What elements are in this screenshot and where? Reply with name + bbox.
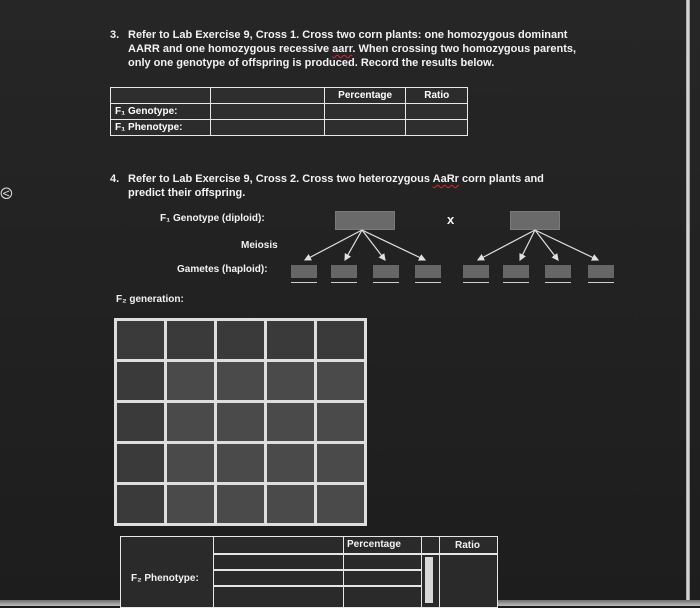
punnett-cell[interactable] (217, 362, 264, 400)
column-percentage: Percentage (347, 539, 401, 550)
punnett-cell[interactable] (267, 485, 314, 523)
f2-generation-label: F₂ generation: (116, 294, 184, 305)
f2-results-table (120, 536, 498, 608)
gamete-underline (463, 282, 489, 283)
gamete-box[interactable] (503, 265, 529, 278)
gamete-underline (503, 282, 529, 283)
punnett-cell[interactable] (167, 485, 214, 523)
question-3-line-1: Refer to Lab Exercise 9, Cross 1. Cross two corn plants: one homozygous dominant (128, 29, 568, 41)
gamete-underline (588, 282, 614, 283)
table-row-line (213, 553, 497, 555)
question-4-number: 4. (110, 173, 120, 185)
punnett-cell[interactable] (217, 403, 264, 441)
question-4-line-1c: corn plants and (458, 173, 544, 185)
question-3-line-2a: AARR and one homozygous recessive (128, 43, 333, 55)
gamete-box[interactable] (291, 265, 317, 278)
punnett-header-cell[interactable] (217, 321, 264, 359)
table-row-line (213, 569, 421, 571)
meiosis-label: Meiosis (241, 240, 278, 251)
question-3-line-2c: . When crossing two homozygous parents, (352, 43, 577, 55)
genotype-aarr-hetero: AaRr (432, 173, 459, 185)
cross-symbol: x (447, 212, 455, 227)
gamete-box[interactable] (545, 265, 571, 278)
punnett-header-cell[interactable] (117, 403, 164, 441)
pointer-icon: ⧀ (0, 186, 13, 203)
column-ratio: Ratio (406, 88, 468, 104)
text-cursor-bar (425, 557, 433, 603)
punnett-square (114, 318, 367, 526)
table-divider (213, 537, 214, 607)
column-ratio: Ratio (455, 540, 480, 551)
punnett-cell[interactable] (317, 403, 364, 441)
punnett-cell[interactable] (267, 444, 314, 482)
row-f1-phenotype: F₁ Phenotype: (111, 120, 211, 136)
punnett-cell[interactable] (167, 362, 214, 400)
table-divider (343, 537, 344, 607)
punnett-cell[interactable] (267, 403, 314, 441)
gamete-underline (291, 282, 317, 283)
punnett-header-cell[interactable] (117, 444, 164, 482)
f1-genotype-diploid-label: F₁ Genotype (diploid): (160, 213, 265, 224)
gamete-box[interactable] (415, 265, 441, 278)
table-divider (439, 537, 440, 607)
punnett-header-cell[interactable] (267, 321, 314, 359)
gamete-box[interactable] (373, 265, 399, 278)
punnett-cell[interactable] (167, 444, 214, 482)
gamete-underline (545, 282, 571, 283)
punnett-header-cell[interactable] (117, 485, 164, 523)
punnett-cell[interactable] (267, 362, 314, 400)
question-3-number: 3. (110, 29, 120, 41)
row-f2-phenotype: F₂ Phenotype: (131, 573, 199, 584)
gamete-box[interactable] (331, 265, 357, 278)
question-3-line-3: only one genotype of offspring is produced. Record the results below. (128, 57, 495, 69)
punnett-cell[interactable] (317, 362, 364, 400)
gamete-underline (331, 282, 357, 283)
question-4-line-1a: Refer to Lab Exercise 9, Cross 2. Cross two heterozygous (128, 173, 433, 185)
punnett-header-cell[interactable] (167, 321, 214, 359)
punnett-header-cell[interactable] (117, 362, 164, 400)
question-4-line-2: predict their offspring. (128, 187, 246, 199)
table-row-line (213, 585, 421, 587)
punnett-cell[interactable] (167, 403, 214, 441)
gamete-box[interactable] (463, 265, 489, 278)
punnett-cell[interactable] (317, 485, 364, 523)
punnett-cell[interactable] (317, 444, 364, 482)
punnett-cell[interactable] (217, 485, 264, 523)
gamete-underline (415, 282, 441, 283)
genotype-aarr: aarr (332, 43, 353, 55)
gamete-underline (373, 282, 399, 283)
column-percentage: Percentage (324, 88, 406, 104)
table-divider (421, 537, 422, 607)
row-f1-genotype: F₁ Genotype: (111, 104, 211, 120)
punnett-corner-cell (117, 321, 164, 359)
punnett-header-cell[interactable] (317, 321, 364, 359)
punnett-cell[interactable] (217, 444, 264, 482)
gametes-haploid-label: Gametes (haploid): (177, 264, 268, 275)
gamete-box[interactable] (588, 265, 614, 278)
